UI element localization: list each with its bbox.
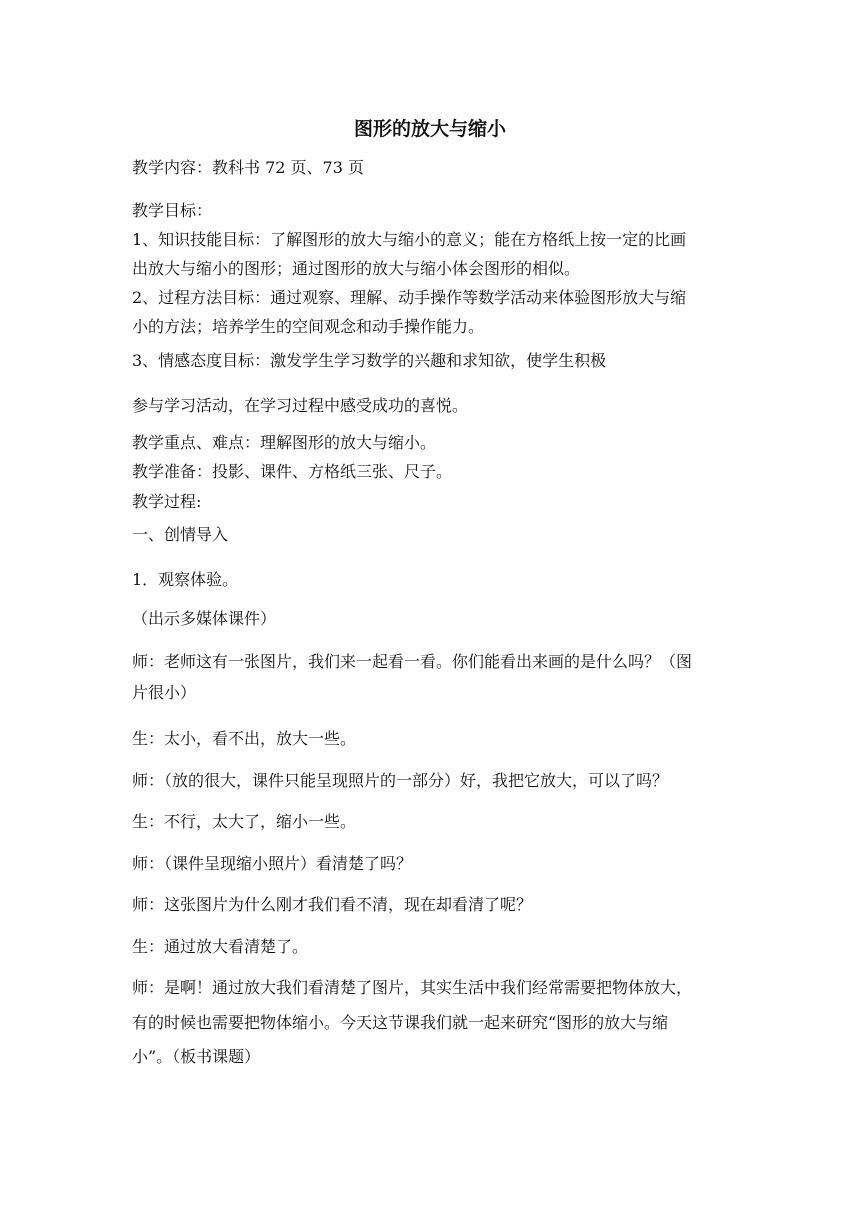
teacher-line-4: 师：这张图片为什么刚才我们看不清，现在却看清了呢？ [132,895,533,914]
step-1: 1．观察体验。 [132,570,239,589]
objective-1-line-1: 1、知识技能目标：了解图形的放大与缩小的意义；能在方格纸上按一定的比画 [132,230,687,249]
objective-3-line-2: 参与学习活动，在学习过程中感受成功的喜悦。 [132,396,469,415]
media-note: （出示多媒体课件） [132,609,277,628]
teacher-line-1b: 片很小） [132,683,197,702]
key-points: 教学重点、难点：理解图形的放大与缩小。 [132,433,437,452]
teacher-line-3: 师：（课件呈现缩小照片）看清楚了吗？ [132,854,413,873]
student-line-2: 生：不行，太大了，缩小一些。 [132,812,357,831]
teacher-line-5c: 小”。（板书课题） [132,1047,261,1066]
teacher-line-2: 师：（放的很大，课件只能呈现照片的一部分）好，我把它放大，可以了吗？ [132,771,669,790]
document-title: 图形的放大与缩小 [353,118,506,140]
content-line: 教学内容：教科书 72 页、73 页 [132,158,364,177]
teacher-line-5b: 有的时候也需要把物体缩小。今天这节课我们就一起来研究“图形的放大与缩 [132,1013,669,1032]
objective-2-line-1: 2、过程方法目标：通过观察、理解、动手操作等数学活动来体验图形放大与缩 [132,288,687,307]
student-line-3: 生：通过放大看清楚了。 [132,937,309,956]
student-line-1: 生：太小，看不出，放大一些。 [132,729,357,748]
preparation: 教学准备：投影、课件、方格纸三张、尺子。 [132,462,453,481]
objective-1-line-2: 出放大与缩小的图形；通过图形的放大与缩小体会图形的相似。 [132,259,581,278]
teacher-line-1a: 师：老师这有一张图片，我们来一起看一看。你们能看出来画的是什么吗？（图 [132,652,693,671]
objective-3-line-1: 3、情感态度目标：激发学生学习数学的兴趣和求知欲，使学生积极 [132,351,607,370]
objective-2-line-2: 小的方法；培养学生的空间观念和动手操作能力。 [132,317,485,336]
objectives-heading: 教学目标： [132,201,213,220]
section-1-heading: 一、创情导入 [132,525,229,544]
process-heading: 教学过程: [132,492,202,511]
teacher-line-5a: 师：是啊！通过放大我们看清楚了图片，其实生活中我们经常需要把物体放大， [132,978,693,997]
